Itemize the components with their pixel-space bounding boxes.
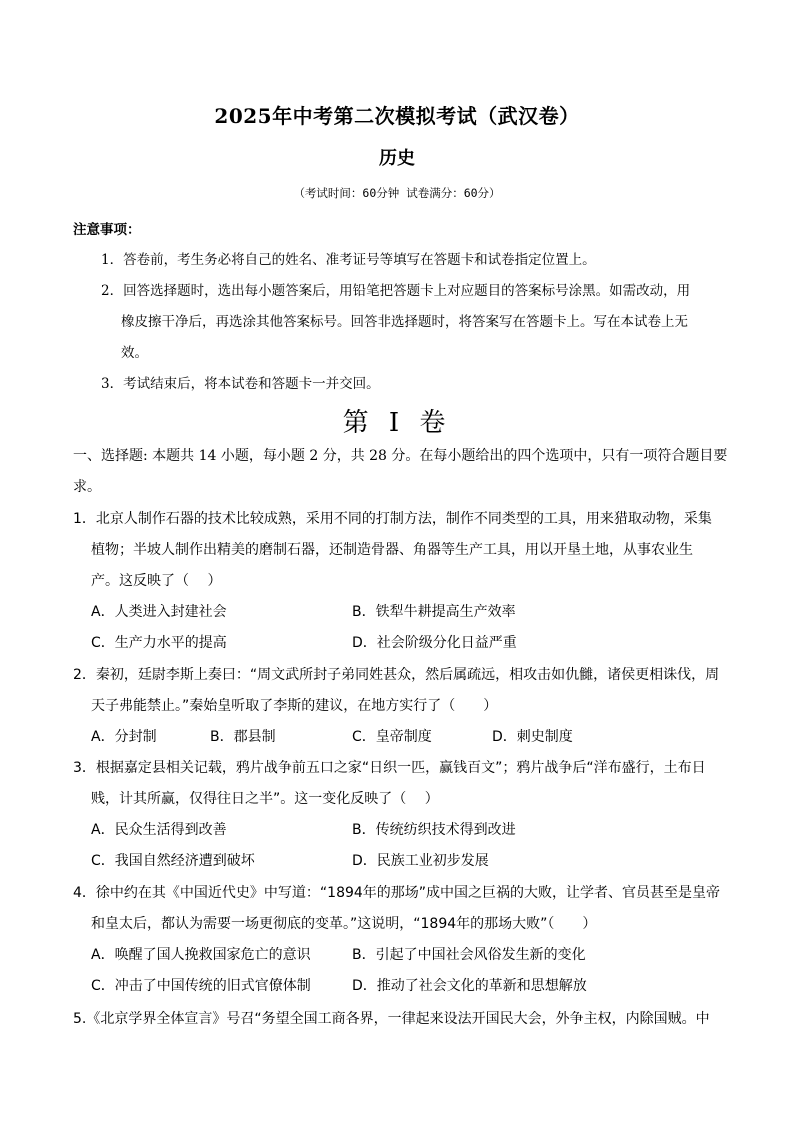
question-1-option-c: C．生产力水平的提高 [91, 635, 227, 651]
exam-title: 2025年中考第二次模拟考试（武汉卷） [214, 104, 580, 128]
question-3-option-d: D．民族工业初步发展 [352, 853, 489, 869]
question-3-option-b: B．传统纺织技术得到改进 [352, 822, 516, 838]
notes-heading: 注意事项： [73, 222, 141, 238]
question-1-option-b: B．铁犁牛耕提高生产效率 [352, 604, 516, 620]
question-1-option-d: D．社会阶级分化日益严重 [352, 635, 517, 651]
question-1-stem: 植物；半坡人制作出精美的磨制石器，还制造骨器、角器等生产工具，用以开垦土地，从事农业生 [91, 542, 693, 558]
question-1-stem: 1．北京人制作石器的技术比较成熟，采用不同的打制方法，制作不同类型的工具，用来猎取动物，采集 [73, 511, 712, 527]
question-1-stem: 产。这反映了（ ） [91, 573, 222, 589]
question-4-stem: 和皇太后，都认为需要一场更彻底的变革。”这说明，“1894年的那场大败”（ ） [91, 916, 597, 932]
question-3-stem: 3．根据嘉定县相关记载，鸦片战争前五口之家“日织一匹，赢钱百文”；鸦片战争后“洋布盛行，土布日 [73, 760, 706, 776]
note-line: 1．答卷前，考生务必将自己的姓名、准考证号等填写在答题卡和试卷指定位置上。 [101, 252, 596, 268]
question-4-option-c: C．冲击了中国传统的旧式官僚体制 [91, 978, 311, 994]
exam-subject: 历史 [379, 148, 415, 169]
section-instruction: 一、选择题: 本题共 14 小题，每小题 2 分，共 28 分。在每小题给出的四个选项中，只有一项符合题目要 [73, 448, 728, 464]
question-2-option-b: B．郡县制 [210, 729, 276, 745]
question-4-option-b: B．引起了中国社会风俗发生新的变化 [352, 947, 586, 963]
question-2-option-a: A．分封制 [91, 729, 157, 745]
question-3-stem: 贱，计其所赢，仅得往日之半”。这一变化反映了（ ） [91, 791, 439, 807]
question-2-option-c: C．皇帝制度 [352, 729, 432, 745]
question-1-option-a: A．人类进入封建社会 [91, 604, 227, 620]
note-line: 效。 [121, 345, 148, 361]
question-2-stem: 天子弗能禁止。”秦始皇听取了李斯的建议，在地方实行了（ ） [91, 698, 498, 714]
volume-heading: 第 I 卷 [342, 408, 452, 438]
note-line: 橡皮擦干净后，再选涂其他答案标号。回答非选择题时，将答案写在答题卡上。写在本试卷上无 [121, 314, 688, 330]
question-3-option-a: A．民众生活得到改善 [91, 822, 227, 838]
exam-time-info: （考试时间：60分钟 试卷满分：60分） [293, 186, 501, 200]
question-5-stem: 5.《北京学界全体宣言》号召“务望全国工商各界，一律起来设法开国民大会，外争主权，内除国贼。中 [73, 1011, 710, 1027]
note-line: 2．回答选择题时，选出每小题答案后，用铅笔把答题卡上对应题目的答案标号涂黑。如需改动，用 [101, 283, 691, 299]
question-2-option-d: D．刺史制度 [492, 729, 573, 745]
question-3-option-c: C．我国自然经济遭到破坏 [91, 853, 255, 869]
section-instruction-cont: 求。 [73, 479, 101, 495]
question-4-stem: 4．徐中约在其《中国近代史》中写道：“1894年的那场”成中国之巨祸的大败，让学者、官员甚至是皇帝 [73, 885, 721, 901]
question-4-option-d: D．推动了社会文化的革新和思想解放 [352, 978, 587, 994]
question-4-option-a: A．唤醒了国人挽救国家危亡的意识 [91, 947, 311, 963]
note-line: 3．考试结束后，将本试卷和答题卡一并交回。 [101, 376, 380, 392]
question-2-stem: 2．秦初，廷尉李斯上奏曰：“周文武所封子弟同姓甚众，然后属疏远，相攻击如仇雠，诸侯更相诛伐，周 [73, 667, 720, 683]
